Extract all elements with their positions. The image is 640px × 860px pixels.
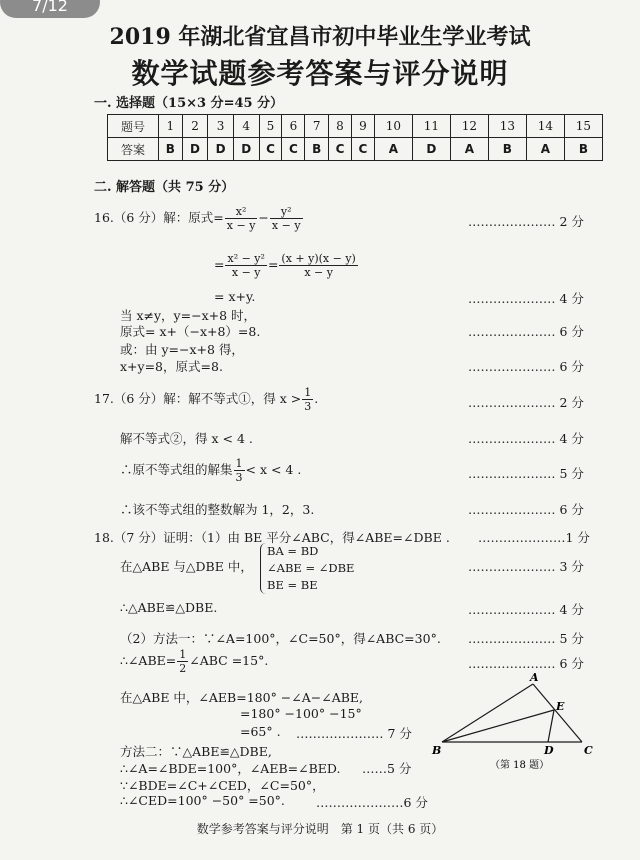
fraction (177, 648, 188, 675)
q18-score-3: ………………… 4 分 (468, 602, 584, 617)
q18-line8: =65° . (240, 724, 281, 739)
vertex-label-b: B (432, 744, 442, 757)
question-number: 7 (305, 115, 329, 138)
vertex-label-a: A (530, 672, 539, 684)
system-eq-1: BA = BD (267, 544, 319, 558)
answer-cell: A (450, 138, 488, 161)
q18-score-4: ………………… 5 分 (468, 631, 584, 646)
q17-line1 (94, 386, 318, 413)
q17-score-3: ………………… 5 分 (468, 466, 584, 481)
question-number: 11 (412, 115, 450, 138)
fraction-numerator: 1 (179, 648, 187, 661)
q16-score-2: ………………… 4 分 (468, 291, 584, 306)
answer-table-number-row (108, 115, 603, 138)
q17-text: ∴原不等式组的解集 (120, 462, 233, 477)
q16-score-3: ………………… 6 分 (468, 324, 584, 339)
q16-line6: 或：由 y=−x+8 得， (120, 342, 244, 357)
q18-score-6: ………………… 7 分 (296, 726, 412, 741)
fraction-numerator: (x + y)(x − y) (281, 252, 356, 265)
answer-cell: A (374, 138, 412, 161)
fraction-denominator: 2 (179, 662, 187, 675)
fraction-numerator: 1 (235, 457, 243, 470)
segment-ba (442, 684, 533, 742)
q17-line3 (120, 457, 301, 484)
segment-ed (548, 710, 554, 742)
question-number: 6 (282, 115, 305, 138)
fraction-numerator: x² (225, 205, 258, 219)
triangle-figure (430, 672, 600, 776)
answer-cell: A (526, 138, 564, 161)
q17-score-2: ………………… 4 分 (468, 431, 584, 446)
answer-table (107, 114, 603, 161)
q17-text: . (314, 391, 319, 406)
section2-heading: 二. 解答题（共 75 分） (94, 180, 235, 195)
equals-sign: = (267, 257, 279, 272)
q18-line7: =180° −100° −15° (240, 706, 362, 721)
vertex-label-e: E (556, 700, 565, 713)
fraction (225, 205, 258, 232)
q17-text: < x < 4 . (245, 462, 302, 477)
q17-line2: 解不等式②，得 x < 4 . (120, 431, 253, 446)
q18-line11: ∵∠BDE=∠C+∠CED，∠C=50°， (120, 778, 325, 793)
answer-table-answer-row (108, 138, 603, 161)
q18-line3: ∴△ABE≌△DBE. (120, 600, 218, 615)
q16-line2 (214, 252, 359, 279)
answer-cell: C (329, 138, 352, 161)
question-number: 3 (208, 115, 234, 138)
q18-score-1: …………………1 分 (478, 530, 590, 545)
q17-score-4: ………………… 6 分 (468, 502, 584, 517)
q16-score-4: ………………… 6 分 (468, 359, 584, 374)
system-eq-3: BE = BE (267, 578, 318, 592)
answer-cell: B (305, 138, 329, 161)
fraction-denominator: x − y (231, 266, 261, 279)
figure-caption: （第 18 题） (490, 760, 550, 771)
answer-cell: B (564, 138, 602, 161)
q18-line5 (120, 648, 268, 675)
answer-cell: C (259, 138, 282, 161)
q18-line6: 在△ABE 中，∠AEB=180° −∠A−∠ABE, (120, 690, 364, 705)
fraction-denominator: 3 (304, 400, 312, 413)
q16-line7: x+y=8，原式=8. (120, 359, 223, 374)
page-footer: 数学参考答案与评分说明 第 1 页（共 6 页） (196, 822, 444, 836)
row-label-number: 题号 (108, 115, 159, 138)
equation-system (260, 543, 354, 594)
q17-text: 17.（6 分）解：解不等式①，得 x > (94, 391, 302, 406)
row-label-answer: 答案 (108, 138, 159, 161)
q18-line4: （2）方法一：∵∠A=100°，∠C=50°，得∠ABC=30°. (120, 631, 441, 646)
q18-line10: ∴∠A=∠BDE=100°，∠AEB=∠BED. (120, 761, 341, 776)
q18-score-5: ………………… 6 分 (468, 656, 584, 671)
document-title: 数学试题参考答案与评分说明 (131, 57, 509, 90)
question-number: 1 (159, 115, 183, 138)
page-counter-badge: 7/12 (0, 0, 100, 18)
fraction-denominator: 3 (235, 471, 243, 484)
fraction-numerator: 1 (304, 386, 312, 399)
q16-line4: 当 x≠y，y=−x+8 时， (120, 308, 257, 323)
question-number: 15 (564, 115, 602, 138)
exam-title: 2019 年湖北省宜昌市初中毕业生学业考试 (109, 24, 531, 50)
fraction (302, 386, 313, 413)
section1-heading: 一. 选择题（15×3 分=45 分） (94, 96, 284, 111)
minus-sign: − (258, 210, 269, 225)
fraction-numerator: x² − y² (227, 252, 265, 265)
question-number: 9 (351, 115, 374, 138)
q18-score-8: …………………6 分 (316, 795, 428, 810)
fraction (234, 457, 245, 484)
fraction (225, 252, 266, 279)
fraction-denominator: x − y (304, 266, 333, 279)
question-number: 14 (526, 115, 564, 138)
answer-cell: C (282, 138, 305, 161)
q17-line4: ∴该不等式组的整数解为 1，2，3. (120, 502, 315, 517)
q18-text: ∠ABC =15°. (189, 653, 269, 668)
q16-line3: = x+y. (214, 289, 256, 304)
vertex-label-d: D (544, 744, 554, 757)
fraction-denominator: x − y (226, 219, 256, 232)
q18-score-7: ……5 分 (362, 761, 412, 776)
q16-line5: 原式= x+（−x+8）=8. (120, 324, 261, 339)
question-number: 5 (259, 115, 282, 138)
answer-cell: D (182, 138, 208, 161)
answer-cell: D (208, 138, 234, 161)
q16-score-1: ………………… 2 分 (468, 214, 584, 229)
system-eq-2: ∠ABE = ∠DBE (267, 561, 355, 575)
answer-cell: B (159, 138, 183, 161)
q16-line1 (94, 205, 304, 232)
question-number: 2 (182, 115, 208, 138)
fraction-denominator: x − y (271, 219, 301, 232)
answer-cell: C (351, 138, 374, 161)
q18-score-2: ………………… 3 分 (468, 559, 584, 574)
q18-line9: 方法二：∵△ABE≌△DBE, (120, 744, 272, 759)
q17-score-1: ………………… 2 分 (468, 395, 584, 410)
question-number: 12 (450, 115, 488, 138)
segment-ac (533, 684, 582, 742)
question-number: 4 (233, 115, 259, 138)
q18-text: ∴∠ABE= (120, 653, 177, 668)
question-number: 8 (329, 115, 352, 138)
answer-cell: B (488, 138, 526, 161)
answer-cell: D (412, 138, 450, 161)
fraction (279, 252, 357, 279)
question-number: 13 (488, 115, 526, 138)
q18-line2: 在△ABE 与△DBE 中， (120, 559, 253, 574)
question-number: 10 (374, 115, 412, 138)
q18-line12: ∴∠CED=100° −50° =50°. (120, 793, 285, 808)
segment-be (442, 710, 554, 742)
q18-line1: 18.（7 分）证明：（1）由 BE 平分∠ABC，得∠ABE=∠DBE . (94, 530, 450, 545)
q16-intro: 16.（6 分）解：原式= (94, 210, 224, 225)
equals-sign: = (214, 257, 225, 272)
fraction (270, 205, 303, 232)
fraction-numerator: y² (270, 205, 303, 219)
vertex-label-c: C (584, 744, 593, 757)
answer-cell: D (233, 138, 259, 161)
